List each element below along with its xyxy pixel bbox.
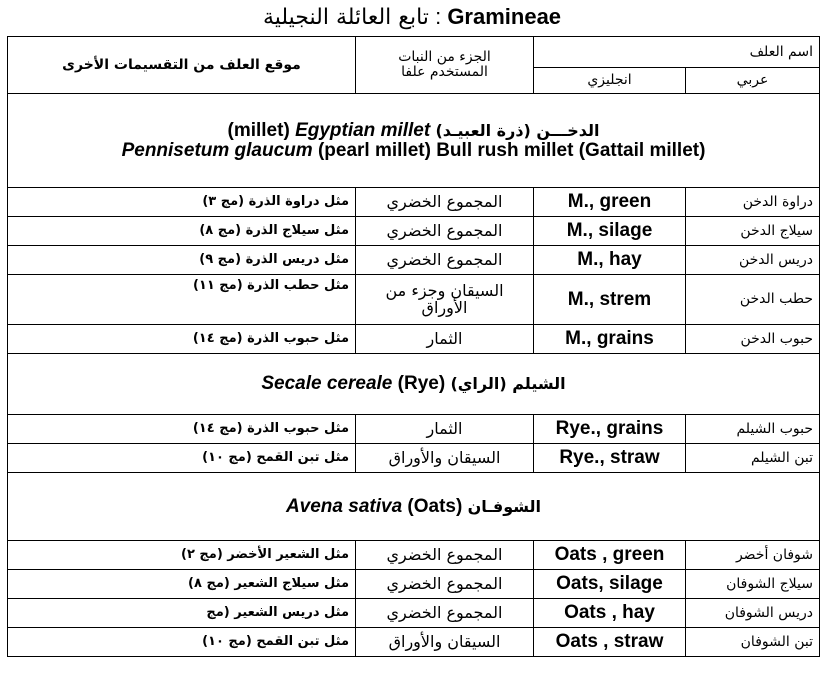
row-english: M., grains [534,325,686,354]
section-heading-millet [8,94,820,188]
row-english: Oats , hay [534,599,686,628]
row-arabic: دريس الدخن [686,246,820,275]
fodder-table [7,36,820,657]
header-arabic: عربي [686,68,820,94]
row-arabic: تبن الشوفان [686,628,820,657]
row-part: الثمار [356,415,534,444]
row-part: المجموع الخضري [356,599,534,628]
row-other: مثل تبن القمح (مج ١٠) [8,628,356,657]
row-arabic: سيلاج الدخن [686,217,820,246]
row-arabic: دريس الشوفان [686,599,820,628]
table-row [8,444,820,473]
row-other: مثل سيلاج الشعير (مج ٨) [8,570,356,599]
table-row [8,570,820,599]
row-english: Rye., grains [534,415,686,444]
row-arabic: دراوة الدخن [686,188,820,217]
title-latin: Gramineae [447,4,562,29]
header-other-classification: موقع العلف من التقسيمات الأخرى [8,37,356,94]
row-arabic: سيلاج الشوفان [686,570,820,599]
rye-heading-arabic: الشيلم (الراي) [450,374,566,394]
oats-heading-arabic: الشوفـان [467,496,542,516]
section-heading-cell [8,94,820,188]
title-arabic: تابع العائلة النجيلية [262,5,429,30]
table-row [8,275,820,325]
table-row [8,188,820,217]
millet-heading-arabic: الدخـــن (ذرة العبيـد) [435,120,600,140]
row-arabic: تبن الشيلم [686,444,820,473]
table-row [8,325,820,354]
header-plant-part-line1: الجزء من النبات [398,49,491,66]
table-row [8,599,820,628]
rye-heading-latin-plain: (Rye) [397,373,446,395]
row-arabic: حطب الدخن [686,275,820,325]
table-header-row [8,37,820,68]
section-heading-cell [8,354,820,415]
row-arabic: شوفان أخضر [686,541,820,570]
oats-heading-latin-plain: (Oats) [407,495,463,517]
oats-heading-latin-italic: Avena sativa [285,495,403,517]
rye-heading-latin-italic: Secale cereale [261,373,393,395]
row-other: مثل حبوب الذرة (مج ١٤) [8,415,356,444]
row-english: Rye., straw [534,444,686,473]
millet-species-name: Pennisetum glaucum [121,139,313,161]
table-row [8,541,820,570]
millet-heading-line2: Pennisetum glaucum (pearl millet) Bull rush millet (Gattail millet) [121,139,706,161]
row-part: الثمار [356,325,534,354]
row-part: السيقان والأوراق [356,444,534,473]
row-part: المجموع الخضري [356,570,534,599]
row-other: مثل دريس الذرة (مج ٩) [8,246,356,275]
header-fodder-name: اسم العلف [534,37,820,68]
row-part: السيقان والأوراق [356,628,534,657]
millet-common-name: Egyptian millet [295,119,431,141]
row-part: المجموع الخضري [356,188,534,217]
row-part: المجموع الخضري [356,217,534,246]
row-other: مثل الشعير الأخضر (مج ٢) [8,541,356,570]
row-english: M., silage [534,217,686,246]
header-plant-part [356,37,534,94]
row-english: M., hay [534,246,686,275]
row-english: Oats, silage [534,570,686,599]
row-other: مثل دريس الشعير (مج [8,599,356,628]
header-english: انجليزي [534,68,686,94]
row-part: المجموع الخضري [356,541,534,570]
millet-heading-latin: (millet) Egyptian millet [227,119,431,141]
row-english: Oats , green [534,541,686,570]
row-arabic: حبوب الشيلم [686,415,820,444]
table-row [8,246,820,275]
row-other: مثل سيلاج الذرة (مج ٨) [8,217,356,246]
table-row [8,628,820,657]
table-row [8,415,820,444]
row-other: مثل تبن القمح (مج ١٠) [8,444,356,473]
row-other: مثل حبوب الذرة (مج ١٤) [8,325,356,354]
section-heading-cell [8,473,820,541]
row-part: المجموع الخضري [356,246,534,275]
row-other: مثل حطب الذرة (مج ١١) [8,275,356,325]
title-separator: : [435,4,442,29]
table-row [8,217,820,246]
row-part: السيقان وجزء من الأوراق [356,275,534,325]
row-english: Oats , straw [534,628,686,657]
row-arabic: حبوب الدخن [686,325,820,354]
section-heading-rye [8,354,820,415]
page-title [0,2,824,32]
row-english: M., strem [534,275,686,325]
row-other: مثل دراوة الذرة (مج ٣) [8,188,356,217]
row-english: M., green [534,188,686,217]
header-plant-part-line2: المستخدم علفا [401,64,488,80]
section-heading-oats [8,473,820,541]
